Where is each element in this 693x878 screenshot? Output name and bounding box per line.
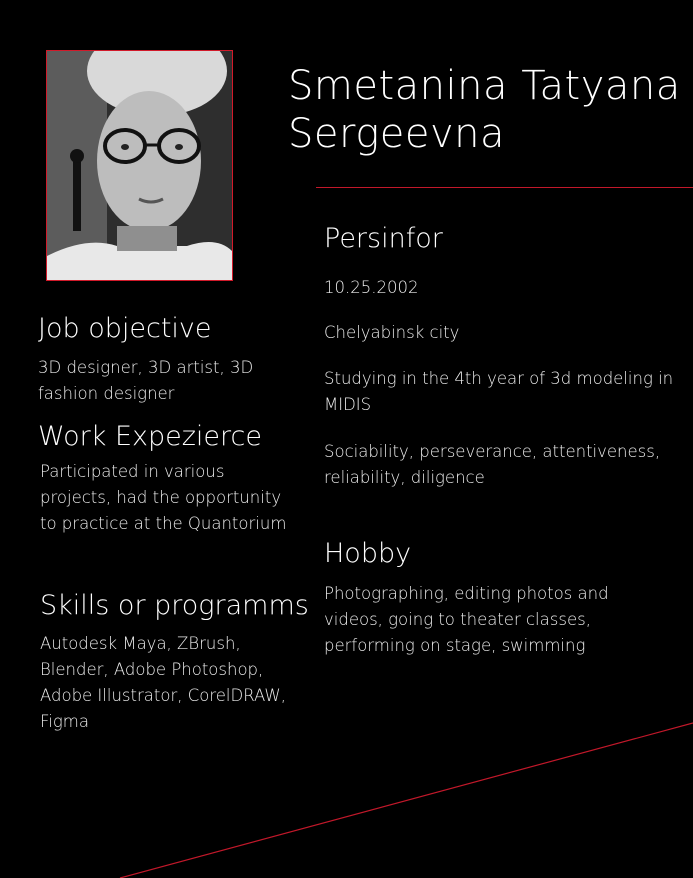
skills-heading: Skills or programms — [40, 590, 309, 621]
skills-text: Autodesk Maya, ZBrush, Blender, Adobe Photoshop, Adobe Illustrator, CorelDRAW, Figma — [40, 634, 286, 731]
hobby-text: Photographing, editing photos and videos, going to theater classes, performing on stage, swimming — [324, 584, 609, 655]
name-line-2: Sergeevna — [288, 111, 505, 157]
job-objective-text: 3D designer, 3D artist, 3D fashion designer — [38, 358, 254, 403]
portrait-photo — [46, 50, 233, 281]
portrait-icon — [47, 51, 232, 280]
job-objective-heading: Job objective — [38, 313, 212, 344]
work-experience-heading: Work Expezierce — [38, 421, 262, 452]
name-line-1: Smetanina Tatyana — [288, 63, 681, 109]
full-name — [288, 62, 688, 158]
study-info: Studying in the 4th year of 3d modeling in MIDIS — [324, 369, 674, 414]
hobby-heading: Hobby — [324, 538, 412, 569]
city: Chelyabinsk city — [324, 323, 460, 342]
persinfor-heading: Persinfor — [324, 223, 443, 254]
header-divider — [316, 187, 693, 188]
work-experience-text: Participated in various projects, had the opportunity to practice at the Quantorium — [40, 462, 287, 533]
birth-date: 10.25.2002 — [324, 278, 419, 297]
personal-qualities: Sociability, perseverance, attentiveness, reliability, diligence — [324, 442, 661, 487]
